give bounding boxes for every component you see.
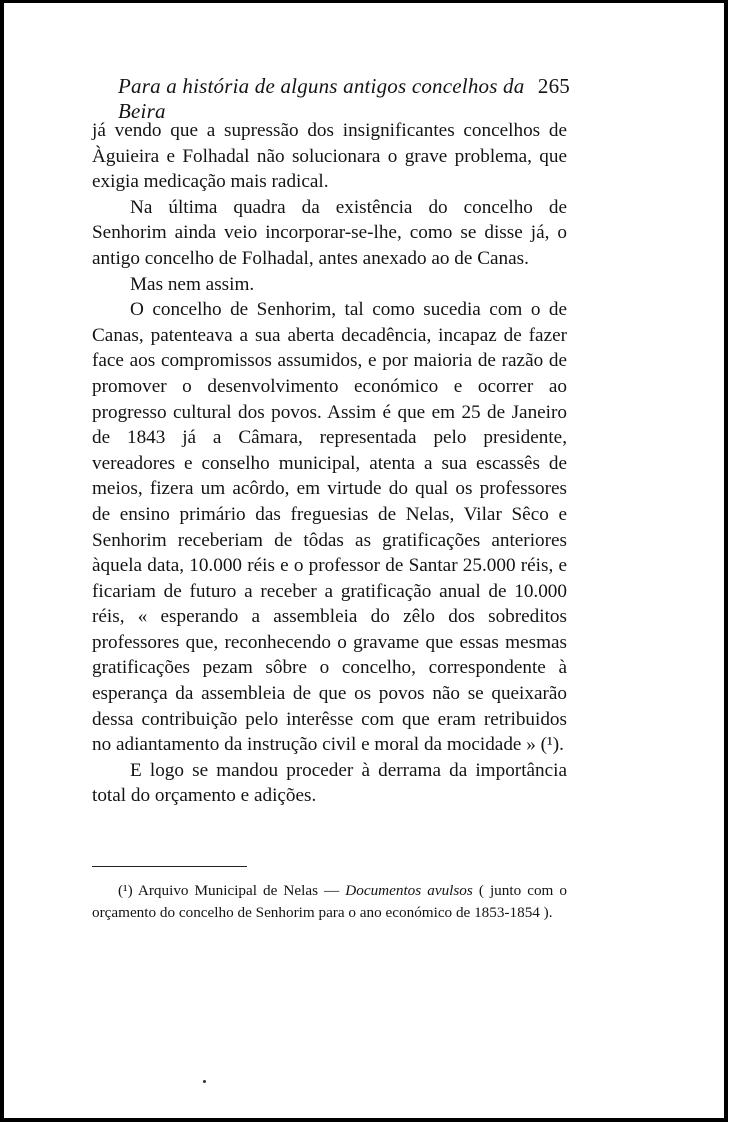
body-text <box>92 118 567 809</box>
page-border-left <box>0 0 4 1122</box>
paragraph: já vendo que a supressão dos insignificantes concelhos de Àguieira e Folhadal não solucionara o grave problema, que exigia medicação mais radical. <box>92 120 567 193</box>
paragraph: E logo se mandou proceder à derrama da importância total do orçamento e adições. <box>92 759 567 807</box>
footnote-marker: (¹) <box>118 882 133 899</box>
page-border-bottom <box>0 1118 728 1122</box>
page-border-right <box>724 0 728 1122</box>
page-number: 265 <box>537 74 570 98</box>
footnote-divider <box>92 866 247 867</box>
paragraph: Na última quadra da existência do concelho de Senhorim ainda veio incorporar-se-lhe, como se disse já, o antigo concelho de Folhadal, antes anexado ao de Canas. <box>92 196 567 269</box>
print-speck <box>203 1080 206 1083</box>
footnote-text-after: ( junto com o orçamento do concelho de Senhorim para o ano económico de 1853-1854 ). <box>92 882 567 921</box>
page-border-top <box>0 0 728 3</box>
footnote-title: Documentos avulsos <box>345 882 473 899</box>
running-header <box>118 74 570 124</box>
paragraph: Mas nem assim. <box>130 273 255 295</box>
footnote-text-before: Arquivo Municipal de Nelas — <box>137 882 340 899</box>
running-title: Para a história de alguns antigos concelhos da Beira <box>118 74 525 123</box>
footnote <box>92 880 567 924</box>
paragraph: O concelho de Senhorim, tal como sucedia com o de Canas, patenteava a sua aberta decadência, incapaz de fazer face aos compromissos assumidos, e por maioria de razão de promover o desenvolvimento económico e ocorrer ao progresso cultural dos povos. Assim é que em 25 de Janeiro de 1843 já a Câmara, representada pelo presidente, vereadores e conselho municipal, atenta a sua escassês de meios, fizera um acôrdo, em virtude do qual os professores de ensino primário das freguesias de Nelas, Vilar Sêco e Senhorim receberiam de tôdas as gratificações anteriores àquela data, 10.000 réis e o professor de Santar 25.000 réis, e ficariam de futuro a receber a gratificação anual de 10.000 réis, « esperando a assembleia do zêlo dos sobreditos professores que, reconhecendo o gravame que essas mesmas gratificações pezam sôbre o concelho, correspondente à esperança da assembleia de que os povos não se queixarão dessa contribuição pelo interêsse com que eram retribuidos no adiantamento da instrução civil e moral da mocidade » (¹). <box>92 299 567 756</box>
